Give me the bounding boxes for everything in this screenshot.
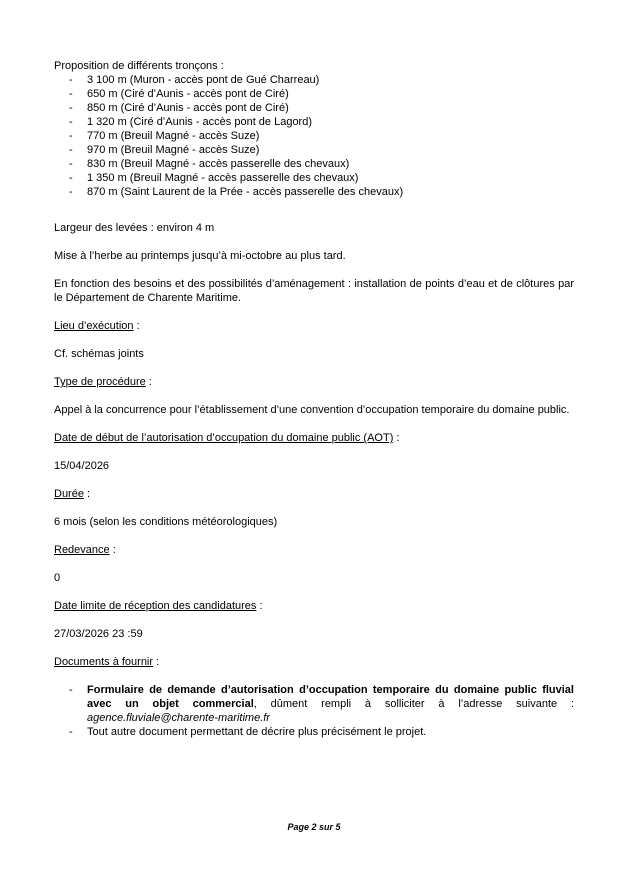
field-label-lieu [54,319,574,333]
document-body [54,59,574,739]
troncons-list [54,73,574,199]
list-item: - 970 m (Breuil Magné - accès Suze) [54,143,574,157]
field-label-procedure [54,375,574,389]
list-item: - 850 m (Ciré d’Aunis - accès pont de Ciré) [54,101,574,115]
document-item-regular: , dûment rempli à solliciter à l’adresse suivante : [253,698,574,710]
field-label-text: Documents à fournir [54,656,154,668]
list-item: - 3 100 m (Muron - accès pont de Gué Charreau) [54,73,574,87]
field-label-text: Redevance [54,544,110,556]
field-label-text: Type de procédure [54,376,146,388]
field-value-duree: 6 mois (selon les conditions météorologiques) [54,516,278,528]
colon: : [145,376,152,388]
list-item [54,683,574,725]
list-item: - 650 m (Ciré d’Aunis - accès pont de Ciré) [54,87,574,101]
colon: : [256,600,263,612]
field-value-procedure: Appel à la concurrence pour l’établissement d’une convention d’occupation temporaire du domaine public. [54,404,570,416]
colon: : [109,544,116,556]
colon: : [153,656,160,668]
list-item: - 1 350 m (Breuil Magné - accès passerelle des chevaux) [54,171,574,185]
field-label-duree [54,487,574,501]
list-item: - 870 m (Saint Laurent de la Prée - accès passerelle des chevaux) [54,185,574,199]
field-label-redevance [54,543,574,557]
field-value-redevance: 0 [54,572,61,584]
colon: : [393,432,400,444]
field-label-text: Lieu d’exécution [54,320,134,332]
field-label-text: Date limite de réception des candidatures [54,600,257,612]
field-label-text: Durée [54,488,84,500]
field-label-text: Date de début de l’autorisation d’occupation du domaine public (AOT) [54,432,394,444]
field-value-date-limite: 27/03/2026 23 :59 [54,628,143,640]
list-item: - 1 320 m (Ciré d’Aunis - accès pont de Lagord) [54,115,574,129]
page-number: Page 2 sur 5 [287,822,341,832]
paragraph-mise-herbe: Mise à l’herbe au printemps jusqu’à mi-octobre au plus tard. [54,250,346,262]
list-item: - Tout autre document permettant de décrire plus précisément le projet. [54,725,574,739]
documents-list [54,683,574,739]
colon: : [133,320,140,332]
field-value-lieu: Cf. schémas joints [54,348,144,360]
troncons-intro: Proposition de différents tronçons : [54,60,224,72]
paragraph-amenagement: En fonction des besoins et des possibilités d’aménagement : installation de points d’eau et de clôtures par le Département de Charente Maritime. [54,278,574,304]
list-item: - 770 m (Breuil Magné - accès Suze) [54,129,574,143]
colon: : [83,488,91,500]
paragraph-largeur: Largeur des levées : environ 4 m [54,222,215,234]
document-item-bold: Formulaire de demande d’autorisation d’occupation temporaire du domaine public fluvial avec un objet commercial [87,684,574,710]
field-label-date-debut [54,431,574,445]
field-value-date-debut: 15/04/2026 [54,460,110,472]
field-label-date-limite [54,599,574,613]
list-item: - 830 m (Breuil Magné - accès passerelle des chevaux) [54,157,574,171]
field-label-documents [54,655,574,669]
contact-email: agence.fluviale@charente-maritime.fr [87,712,270,724]
